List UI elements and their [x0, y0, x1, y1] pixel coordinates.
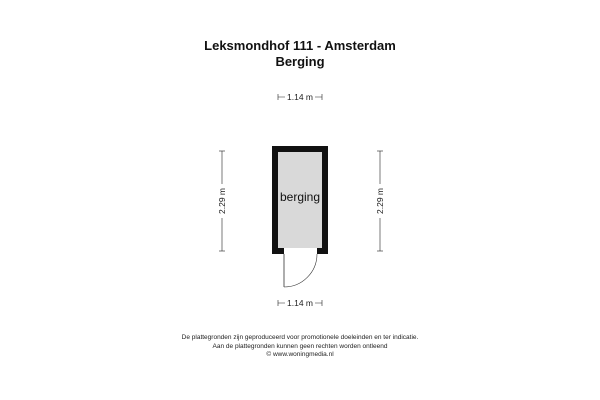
dimension-bottom-label: 1.14 m: [287, 298, 313, 308]
dimension-top-label: 1.14 m: [287, 92, 313, 102]
dimension-right-label: 2.29 m: [375, 188, 385, 214]
plan-address-title: Leksmondhof 111 - Amsterdam: [204, 38, 396, 53]
door: [284, 250, 317, 287]
dimension-top: [278, 92, 322, 102]
room-berging: [272, 146, 328, 254]
door-swing-arc: [284, 254, 317, 287]
door-opening: [284, 250, 317, 252]
wall-stub-right: [317, 248, 328, 254]
disclaimer-footer: [0, 334, 600, 360]
copyright-line: © www.woningmedia.nl: [266, 351, 334, 358]
dimension-left: [217, 151, 227, 251]
plan-floor-title: Berging: [275, 54, 325, 69]
room-label: berging: [279, 190, 321, 204]
dimension-bottom: [278, 298, 322, 308]
dimension-left-label: 2.29 m: [217, 188, 227, 214]
disclaimer-line-2: Aan de plattegronden kunnen geen rechten worden ontleend: [212, 342, 388, 350]
dimension-right: [375, 151, 385, 251]
disclaimer-line-1: De plattegronden zijn geproduceerd voor promotionele doeleinden en ter indicatie.: [181, 334, 419, 341]
wall-stub-left: [272, 248, 284, 254]
